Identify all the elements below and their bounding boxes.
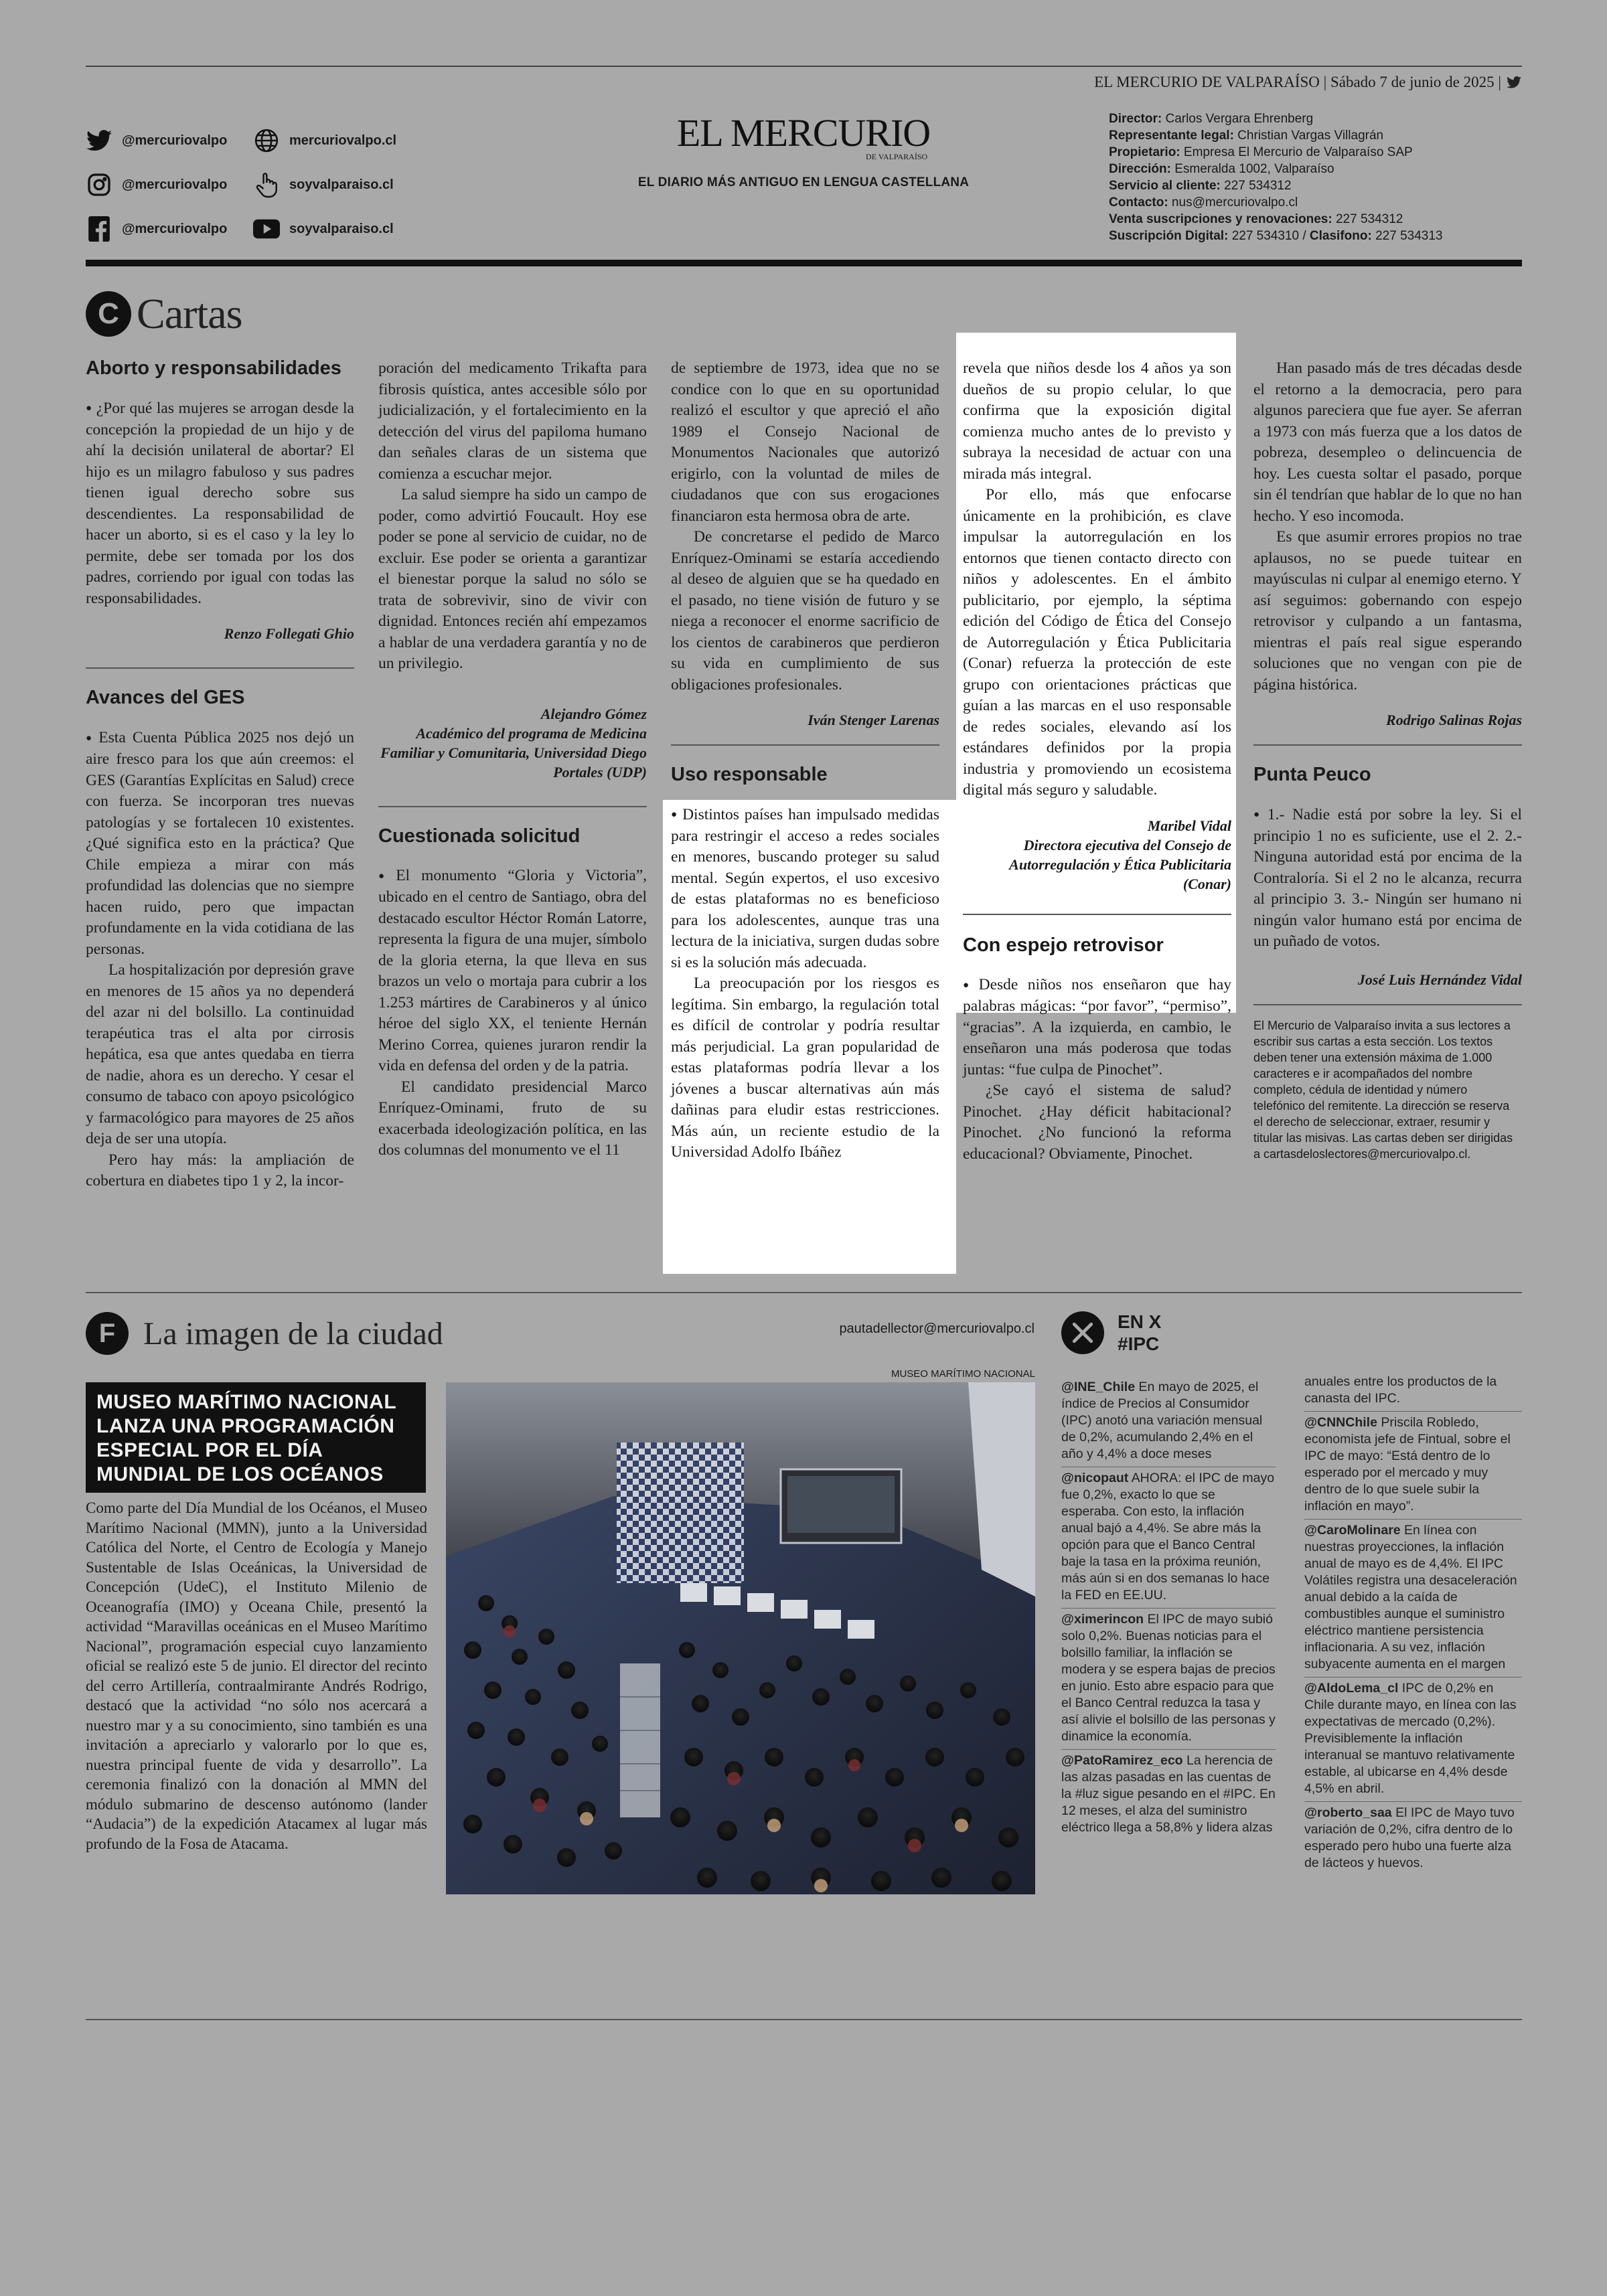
letter-signature: Alejandro Gómez Académico del programa de Medicina Familiar y Comunitaria, Universidad Diego Portales (UDP)	[380, 705, 647, 781]
letter-body: El candidato presidencial Marco Enríquez-Ominami, fruto de su exacerbada ideologización política, en las dos columnas del monumento ve el 11	[378, 1078, 647, 1159]
museum-photo	[446, 1382, 1035, 1894]
image-article-body: Como parte del Día Mundial de los Océanos, el Museo Marítimo Nacional (MMN), junto a la Universidad Católica del Norte, el Centro de Ecología y Manejo Sustentable de Islas Oceánicas, la Universidad de Concepción (UdeC), el Instituto Milenio de Oceanografía (IMO) y Oceana Chile, presentó la actividad “Maravillas oceánicas en el Museo Marítimo Nacional”, programación especial cuyo lanzamiento oficial se realizó este 5 de junio. El director del recinto del cerro Artillería, contraalmirante Andrés Rodrigo, destacó que la actividad “no sólo nos acercará a nuestro mar y a su conocimiento, sino también es una invitación a apreciarlo y valorarlo por lo que es, nuestra principal fuente de vida y desarrollo”. La ceremonia finalizó con la donación al MMN del módulo submarino de descenso autónomo (lander “Audacia”) de la expedición Atacamex al lugar más profundo de la Fosa de Atacama.	[86, 1499, 427, 1852]
bullet-icon	[86, 400, 96, 417]
letter-body: ● El monumento “Gloria y Victoria”, ubicado en el centro de Santiago, obra del destacado escultor Héctor Román Latorre, representa la figura de una mujer, símbolo de la gloria eterna, la que lleva en sus brazos un velo o mortaja para cubrir a los 1.253 mártires de Carabineros y al único héroe del siglo XX, el teniente Hernán Merino Correa, quienes juraron rendir la vida en defensa del orden y de la patria.	[378, 866, 647, 1077]
section-badge-c: C	[86, 291, 131, 337]
tagline: EL DIARIO MÁS ANTIGUO EN LENGUA CASTELLANA	[637, 175, 970, 189]
letter-body: Es que asumir errores propios no trae aplausos, no se puede tuitear en mayúsculas ni culpar al enemigo eterno. Y así seguimos: gobernando con espejo retrovisor y culpando a un fantasma, mientras el país real sigue esperando soluciones que no vengan con pie de página histórica.	[1253, 528, 1522, 693]
headline: MUSEO MARÍTIMO NACIONAL LANZA UNA PROGRAMACIÓN ESPECIAL POR EL DÍA MUNDIAL DE LOS OCÉANOS	[96, 1391, 396, 1485]
headline-box	[86, 1382, 426, 1493]
letter-body: Pero hay más: la ampliación de cobertura en diabetes tipo 1 y 2, la incor-	[86, 1151, 354, 1190]
hand-pointer-icon	[253, 171, 280, 198]
letter-body: La hospitalización por depresión grave en menores de 15 años ya no dependerá del azar ni del bolsillo. La continuidad terapéutica tras el alta por cirrosis hepática, esa que antes quedaba en tierra de nadie, ahora es un derecho. Y cesar el consumo de tabaco con apoyo psicológico y farmacológico para mayores de 25 años deja de ser una utopía.	[86, 961, 354, 1148]
tweet[interactable]: @PatoRamirez_eco La herencia de las alzas pasadas en las cuentas de la #luz sigue pesando en el #IPC. En 12 meses, el alza del suministro eléctrico llega a 58,8% y lidera alzas	[1061, 1753, 1276, 1835]
header-thick-rule	[86, 260, 1522, 266]
staff-line: Servicio al cliente: 227 534312	[1109, 179, 1292, 193]
letters-column-2	[378, 358, 647, 1161]
divider	[378, 806, 647, 807]
letter-body: ● Esta Cuenta Pública 2025 nos dejó un aire fresco para los que aún creemos: el GES (Garantías Explícitas en Salud) crece con fuerza. Se incorporan tres nuevas patologías y se fortalecen 10 existentes. ¿Qué significa esto en la práctica? Que Chile empieza a mirar con más profundidad las dolencias que no siempre hacen ruido, pero que impactan profundamente en la vida cotidiana de las personas.	[86, 728, 354, 960]
letter-title: Aborto y responsabilidades	[86, 357, 341, 379]
tweet[interactable]: @INE_Chile En mayo de 2025, el índice de Precios al Consumidor (IPC) anotó una variación mensual de 0,2%, acumulando 2,4% en el año y 4,4% a doce meses	[1061, 1379, 1276, 1467]
staff-line: Dirección: Esmeralda 1002, Valparaíso	[1109, 162, 1334, 176]
letters-column-4	[963, 358, 1231, 1165]
museum-crowd-image	[446, 1382, 1035, 1894]
top-rule	[86, 66, 1522, 67]
letter-body: La salud siempre ha sido un campo de poder, como advirtió Foucault. Hoy ese poder se pone al servicio de cuidar, no de excluir. Ese poder se orienta a garantizar el bienestar porque la salud no sólo se trata de sobrevivir, sino de vivir con dignidad. Entonces recién ahí empezamos a hablar de una verdadera garantía y no de un privilegio.	[378, 486, 647, 672]
letter-body: ● 1.- Nadie está por sobre la ley. Si el principio 1 no es suficiente, use el 2. 2.- Ninguna autoridad está por encima de la Contraloría. Si el 2 no le alcanza, recurra al principio 3. 3.- Ningún ser humano ni ningún valor humano está por encima de un puñado de votos.	[1253, 805, 1522, 953]
social-web[interactable]: mercuriovalpo.cl	[253, 127, 420, 154]
letter-body: De concretarse el pedido de Marco Enríquez-Ominami se estaría accediendo al deseo de alguien que se ha quedado en el pasado, no tiene visión de futuro y se niega a reconocer el enorme sacrificio de los cientos de carabineros que perdieron su vida en cumplimiento de sus obligaciones profesionales.	[671, 528, 939, 693]
letter-title: Punta Peuco	[1253, 764, 1371, 785]
social-facebook[interactable]: @mercuriovalpo	[86, 216, 253, 242]
dateline: EL MERCURIO DE VALPARAÍSO | Sábado 7 de junio de 2025 |	[1094, 74, 1521, 91]
letter-body: ● Distintos países han impulsado medidas para restringir el acceso a redes sociales en menores, buscando proteger su salud mental. Según expertos, el uso excesivo de estas plataformas no es beneficioso para los adolescentes, aunque tras una lectura de la iniciativa, surgen dudas sobre si es la solución más adecuada.	[671, 805, 939, 974]
letter-body: ● Desde niños nos enseñaron que hay palabras mágicas: “por favor”, “permiso”, “gracias”. A la izquierda, en cambio, le enseñaron una más poderosa que todas juntas: “fue culpa de Pinochet”.	[963, 975, 1231, 1080]
globe-icon	[253, 127, 280, 154]
bullet-icon	[86, 729, 98, 746]
social-links	[86, 127, 434, 242]
staff-line: Propietario: Empresa El Mercurio de Valparaíso SAP	[1109, 145, 1413, 159]
section-badge-f: F	[86, 1312, 129, 1355]
bullet-icon	[963, 976, 979, 993]
staff-line: Contacto: nus@mercuriovalpo.cl	[1109, 195, 1298, 210]
twitter-small-icon	[1507, 76, 1521, 88]
tweet[interactable]: anuales entre los productos de la canasta del IPC.	[1304, 1374, 1522, 1412]
letters-column-3	[671, 358, 939, 1163]
photo-credit: MUSEO MARÍTIMO NACIONAL	[891, 1368, 1035, 1380]
letter-body: ¿Se cayó el sistema de salud? Pinochet. ¿Hay déficit habitacional? Pinochet. ¿No funcionó la reforma educacional? Obviamente, Pinochet.	[963, 1082, 1231, 1163]
tweets-right-column	[1304, 1374, 1522, 1878]
logo: EL MERCURIO DE VALPARAÍSO	[676, 111, 931, 161]
letter-body: revela que niños desde los 4 años ya son dueños de su propio celular, lo que confirma que la exposición digital comienza mucho antes de lo previsto y subraya la necesidad de actuar con una mirada más integral.	[963, 359, 1231, 483]
divider	[671, 744, 939, 746]
section-rule	[86, 1292, 1522, 1293]
letters-column-5	[1253, 358, 1522, 1162]
staff-line: Suscripción Digital: 227 534310 / Clasifono: 227 534313	[1109, 229, 1443, 243]
staff-line: Venta suscripciones y renovaciones: 227 534312	[1109, 212, 1403, 226]
enx-title-1: EN X	[1118, 1311, 1162, 1332]
social-youtube[interactable]: soyvalparaiso.cl	[253, 216, 420, 242]
tweet[interactable]: @CNNChile Priscila Robledo, economista jefe de Fintual, sobre el IPC de mayo: “Está dentro de lo esperado por el mercado y muy dentro de lo que suele subir la inflación en mayo”.	[1304, 1414, 1522, 1520]
bottom-rule	[86, 2019, 1522, 2020]
letter-body: de septiembre de 1973, idea que no se condice con lo que en su oportunidad realizó el escultor y que apreció el año 1989 el Consejo Nacional de Monumentos Nacionales que autorizó erigirlo, con la voluntad de miles de ciudadanos que con sus erogaciones financiaron esta hermosa obra de arte.	[671, 359, 939, 525]
bullet-icon	[1253, 806, 1268, 823]
imagen-section-title: F La imagen de la ciudad	[86, 1312, 443, 1355]
enx-title-2: #IPC	[1118, 1333, 1160, 1354]
letter-signature: José Luis Hernández Vidal	[1357, 971, 1522, 988]
twitter-icon	[86, 127, 112, 154]
reader-email[interactable]: pautadellector@mercuriovalpo.cl	[839, 1321, 1035, 1336]
cartas-section-title: C Cartas	[86, 289, 242, 339]
divider	[963, 914, 1231, 915]
letter-body: La preocupación por los riesgos es legítima. Sin embargo, la regulación total es difícil de controlar y podría resultar más perjudicial. La gran popularidad de estas plataformas podría llevar a los jóvenes a buscar alternativas aún más dañinas para eludir estas restricciones. Más aún, un reciente estudio de la Universidad Adolfo Ibáñez	[671, 975, 939, 1161]
letter-signature: Renzo Follegati Ghio	[224, 625, 354, 643]
social-twitter[interactable]: @mercuriovalpo	[86, 127, 253, 154]
facebook-icon	[86, 216, 112, 242]
tweet[interactable]: @CaroMolinare En línea con nuestras proyecciones, la inflación anual de mayo es de 4,4%. El IPC Volátiles registra una desaceleración anual debido a la caída de combustibles aunque el suministro eléctrico mantiene persistencia inflacionaria. A su vez, inflación subyacente aumenta en el margen	[1304, 1522, 1522, 1677]
divider	[86, 667, 354, 669]
social-soyvalparaiso[interactable]: soyvalparaiso.cl	[253, 171, 420, 198]
instagram-icon	[86, 171, 112, 198]
letter-body: Han pasado más de tres décadas desde el retorno a la democracia, pero para algunos pareciera que fue ayer. Se aferran a 1973 con más fuerza que a los datos de pobreza, desempleo o delincuencia de hoy. Les cuesta soltar el pasado, porque sin él tendrían que hablar de lo que no han hecho. Y eso incomoda.	[1253, 359, 1522, 525]
letter-signature: Rodrigo Salinas Rojas	[1386, 712, 1522, 728]
tweet[interactable]: @ximerincon El IPC de mayo subió solo 0,2%. Buenas noticias para el bolsillo familiar, la inflación se modera y se espera bajas de precios en junio. Esto abre espacio para que el Banco Central reduzca la tasa y así alivie el bolsillo de las personas y dinamice la economía.	[1061, 1611, 1276, 1750]
letter-body: poración del medicamento Trikafta para fibrosis quística, antes accesible sólo por judicialización, y el fortalecimiento en la detección del virus del papiloma humano dan señales claras de un sistema que comienza a escuchar mejor.	[378, 359, 647, 483]
divider	[1253, 744, 1522, 746]
tweet[interactable]: @roberto_saa El IPC de Mayo tuvo variación de 0,2%, cifra dentro de lo esperado pero hubo una fuerte alza de lácteos y huevos.	[1304, 1805, 1515, 1870]
letter-signature: Maribel Vidal Directora ejecutiva del Consejo de Autorregulación y Ética Publicitaria (Conar)	[1009, 817, 1231, 892]
letters-column-1	[86, 358, 354, 1192]
letter-title: Uso responsable	[671, 764, 828, 785]
masthead	[603, 110, 1004, 190]
bullet-icon	[378, 867, 396, 884]
bullet-icon	[671, 806, 682, 823]
letter-signature: Iván Stenger Larenas	[808, 712, 939, 728]
staff-box	[1109, 110, 1524, 244]
letter-title: Avances del GES	[86, 687, 245, 709]
youtube-icon	[253, 216, 280, 242]
divider	[1253, 1004, 1522, 1005]
tweet[interactable]: @nicopaut AHORA: el IPC de mayo fue 0,2%, exacto lo que se esperaba. Con esto, la inflación anual bajó a 4,4%. Se abre más la opción para que el Banco Central baje la tasa en la próxima reunión, más aún si en dos semanas lo hace la FED en EE.UU.	[1061, 1470, 1276, 1609]
social-instagram[interactable]: @mercuriovalpo	[86, 171, 253, 198]
letter-title: Con espejo retrovisor	[963, 934, 1164, 956]
letters-notice: El Mercurio de Valparaíso invita a sus lectores a escribir sus cartas a esta sección. Los textos deben tener una extensión máxima de 1.000 caracteres e ir acompañados del nombre completo, cédula de identidad y número telefónico del remitente. La dirección se reserva el derecho de seleccionar, extraer, resumir y titular las misivas. Las cartas deben ser dirigidas a cartasdeloslectores@mercuriovalpo.cl.	[1253, 1018, 1513, 1161]
letter-body: Por ello, más que enfocarse únicamente en la prohibición, es clave impulsar la autorregulación en los entornos que tienen contacto directo con niños y adolescentes. En el ámbito publicitario, por ejemplo, la séptima edición del Código de Ética del Consejo de Autorregulación y Ética Publicitaria (Conar) refuerza la protección de este grupo con orientaciones prácticas que guían a las marcas en el uso responsable de redes sociales, elevando así los estándares definidos por la propia industria y promoviendo un ecosistema digital más seguro y saludable.	[963, 486, 1231, 799]
tweets-left-column	[1061, 1379, 1276, 1843]
letter-title: Cuestionada solicitud	[378, 825, 581, 847]
staff-line: Director: Carlos Vergara Ehrenberg	[1109, 112, 1314, 126]
staff-line: Representante legal: Christian Vargas Villagrán	[1109, 129, 1384, 143]
letter-body: ● ¿Por qué las mujeres se arrogan desde la concepción la propiedad de un hijo y de ahí la decisión unilateral de abortar? El hijo es un milagro fabuloso y sus padres tienen igual derecho sobre sus descendientes. La responsabilidad de hacer un aborto, si es el caso y la ley lo permite, debe ser tomada por los dos padres, corriendo por igual con todas las responsabilidades.	[86, 398, 354, 610]
x-logo-icon	[1061, 1311, 1104, 1354]
enx-header	[1061, 1311, 1161, 1355]
tweet[interactable]: @AldoLema_cl IPC de 0,2% en Chile durante mayo, en línea con las expectativas de mercado (0,2%). Previsiblemente la inflación interanual se mantuvo relativamente estable, al ubicarse en 4,4% desde 4,5% en abril.	[1304, 1680, 1522, 1802]
